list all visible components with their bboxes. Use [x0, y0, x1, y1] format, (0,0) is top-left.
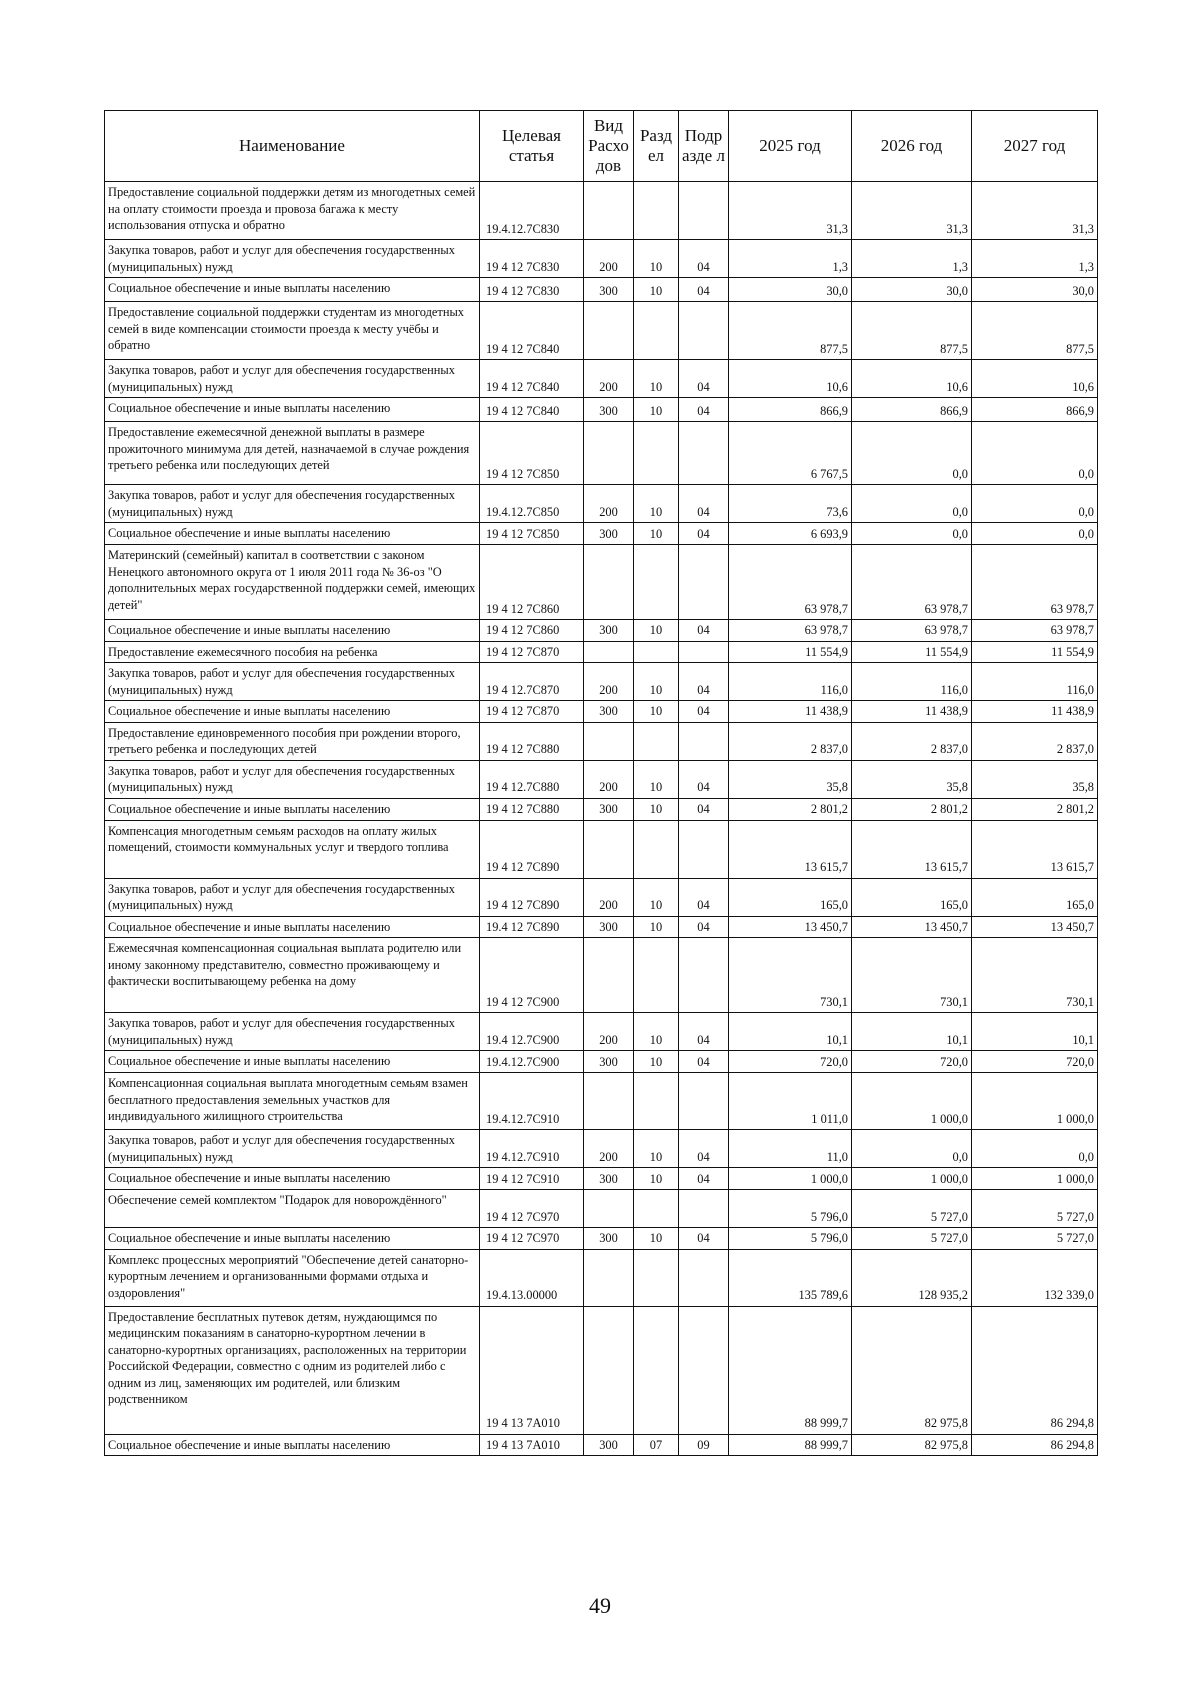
table-row: [105, 1073, 1098, 1130]
row-name: Закупка товаров, работ и услуг для обеспечения государственных (муниципальных) нужд: [105, 878, 480, 916]
row-amount-2027: 11 438,9: [972, 701, 1098, 723]
row-target-article: 19 4 12 7С860: [480, 545, 584, 620]
row-target-article: 19.4.12.7С910: [480, 1073, 584, 1130]
row-amount-2027: 2 801,2: [972, 798, 1098, 820]
header-subsection: Подр азде л: [679, 111, 729, 182]
page-number: 49: [589, 1593, 611, 1618]
header-year-2025: 2025 год: [729, 111, 852, 182]
row-amount-2027: 10,1: [972, 1013, 1098, 1051]
table-row: [105, 422, 1098, 485]
row-target-article: 19.4.13.00000: [480, 1249, 584, 1306]
row-name: Обеспечение семей комплектом "Подарок для новорождённого": [105, 1190, 480, 1228]
row-amount-2027: 35,8: [972, 760, 1098, 798]
row-name: Предоставление ежемесячного пособия на ребенка: [105, 641, 480, 663]
header-section: Разд ел: [634, 111, 679, 182]
row-target-article: 19 4 12 7С890: [480, 820, 584, 878]
row-amount-2026: 5 727,0: [852, 1190, 972, 1228]
row-target-article: 19 4 13 7А010: [480, 1306, 584, 1434]
table-row: [105, 485, 1098, 523]
row-section: [634, 545, 679, 620]
row-subsection: 04: [679, 798, 729, 820]
row-name: Ежемесячная компенсационная социальная выплата родителю или иному законному представителю, совместно проживающему и фактически воспитывающему ребенка на дому: [105, 938, 480, 1013]
row-target-article: 19.4.12.7С830: [480, 182, 584, 240]
row-amount-2027: 63 978,7: [972, 620, 1098, 642]
row-name: Социальное обеспечение и иные выплаты населению: [105, 916, 480, 938]
row-amount-2027: 5 727,0: [972, 1190, 1098, 1228]
row-amount-2026: 11 554,9: [852, 641, 972, 663]
row-amount-2027: 866,9: [972, 398, 1098, 422]
row-amount-2025: 11,0: [729, 1130, 852, 1168]
row-amount-2025: 5 796,0: [729, 1228, 852, 1250]
table-row: [105, 620, 1098, 642]
row-expense-type: [584, 302, 634, 360]
row-name: Социальное обеспечение и иные выплаты населению: [105, 1434, 480, 1456]
row-section: 10: [634, 878, 679, 916]
row-amount-2026: 0,0: [852, 422, 972, 485]
row-section: 10: [634, 360, 679, 398]
row-amount-2026: 128 935,2: [852, 1249, 972, 1306]
row-amount-2025: 1 011,0: [729, 1073, 852, 1130]
row-target-article: 19 4 12 7С970: [480, 1228, 584, 1250]
row-amount-2027: 86 294,8: [972, 1306, 1098, 1434]
table-row: [105, 820, 1098, 878]
row-amount-2025: 165,0: [729, 878, 852, 916]
row-target-article: 19 4 12 7С850: [480, 422, 584, 485]
row-amount-2025: 88 999,7: [729, 1306, 852, 1434]
row-section: 10: [634, 1228, 679, 1250]
row-subsection: [679, 422, 729, 485]
table-row: [105, 1168, 1098, 1190]
row-amount-2026: 82 975,8: [852, 1306, 972, 1434]
row-amount-2027: 0,0: [972, 485, 1098, 523]
row-amount-2027: 165,0: [972, 878, 1098, 916]
row-name: Социальное обеспечение и иные выплаты населению: [105, 1051, 480, 1073]
row-amount-2025: 63 978,7: [729, 620, 852, 642]
row-name: Предоставление единовременного пособия при рождении второго, третьего ребенка и последующих детей: [105, 722, 480, 760]
row-amount-2026: 10,1: [852, 1013, 972, 1051]
row-amount-2026: 63 978,7: [852, 620, 972, 642]
row-section: [634, 1073, 679, 1130]
table-row: [105, 545, 1098, 620]
row-amount-2027: 10,6: [972, 360, 1098, 398]
row-subsection: [679, 722, 729, 760]
row-expense-type: 200: [584, 360, 634, 398]
row-amount-2027: 116,0: [972, 663, 1098, 701]
row-amount-2025: 5 796,0: [729, 1190, 852, 1228]
row-amount-2025: 720,0: [729, 1051, 852, 1073]
row-name: Компенсационная социальная выплата многодетным семьям взамен бесплатного предоставления земельных участков для индивидуального жилищного строительства: [105, 1073, 480, 1130]
row-name: Закупка товаров, работ и услуг для обеспечения государственных (муниципальных) нужд: [105, 1130, 480, 1168]
row-amount-2025: 13 615,7: [729, 820, 852, 878]
row-name: Закупка товаров, работ и услуг для обеспечения государственных (муниципальных) нужд: [105, 1013, 480, 1051]
table-row: [105, 916, 1098, 938]
row-name: Закупка товаров, работ и услуг для обеспечения государственных (муниципальных) нужд: [105, 360, 480, 398]
row-expense-type: [584, 422, 634, 485]
row-target-article: 19.4.12.7С850: [480, 485, 584, 523]
row-amount-2026: 35,8: [852, 760, 972, 798]
row-amount-2027: 1 000,0: [972, 1168, 1098, 1190]
row-subsection: [679, 1073, 729, 1130]
row-section: 10: [634, 701, 679, 723]
row-name: Социальное обеспечение и иные выплаты населению: [105, 523, 480, 545]
row-target-article: 19 4 12 7С970: [480, 1190, 584, 1228]
row-subsection: 04: [679, 620, 729, 642]
row-amount-2025: 10,6: [729, 360, 852, 398]
row-expense-type: 300: [584, 1434, 634, 1456]
row-subsection: [679, 938, 729, 1013]
row-amount-2025: 31,3: [729, 182, 852, 240]
row-subsection: 09: [679, 1434, 729, 1456]
row-amount-2027: 877,5: [972, 302, 1098, 360]
row-amount-2025: 63 978,7: [729, 545, 852, 620]
table-row: [105, 182, 1098, 240]
table-row: [105, 398, 1098, 422]
row-amount-2025: 866,9: [729, 398, 852, 422]
row-section: 10: [634, 398, 679, 422]
row-section: [634, 1249, 679, 1306]
row-section: 07: [634, 1434, 679, 1456]
row-expense-type: 300: [584, 278, 634, 302]
row-expense-type: 200: [584, 878, 634, 916]
row-section: 10: [634, 620, 679, 642]
row-subsection: 04: [679, 1130, 729, 1168]
row-name: Социальное обеспечение и иные выплаты населению: [105, 798, 480, 820]
row-subsection: [679, 545, 729, 620]
row-amount-2025: 10,1: [729, 1013, 852, 1051]
row-expense-type: [584, 641, 634, 663]
row-target-article: 19 4.12.7С910: [480, 1130, 584, 1168]
table-row: [105, 1249, 1098, 1306]
row-name: Закупка товаров, работ и услуг для обеспечения государственных (муниципальных) нужд: [105, 485, 480, 523]
row-amount-2027: 11 554,9: [972, 641, 1098, 663]
table-row: [105, 1190, 1098, 1228]
row-expense-type: 300: [584, 398, 634, 422]
row-amount-2026: 116,0: [852, 663, 972, 701]
row-amount-2025: 30,0: [729, 278, 852, 302]
row-section: 10: [634, 1013, 679, 1051]
header-year-2026: 2026 год: [852, 111, 972, 182]
table-row: [105, 878, 1098, 916]
table-row: [105, 641, 1098, 663]
row-name: Предоставление бесплатных путевок детям, нуждающимся по медицинским показаниям в санаторно-курортном лечении в санаторно-курортных организациях, расположенных на территории Российской Федерации, совместно с одним из родителей либо с одним из лиц, заменяющих им родителей, или близким родственником: [105, 1306, 480, 1434]
row-name: Закупка товаров, работ и услуг для обеспечения государственных (муниципальных) нужд: [105, 240, 480, 278]
row-amount-2026: 5 727,0: [852, 1228, 972, 1250]
row-subsection: [679, 1306, 729, 1434]
row-amount-2026: 63 978,7: [852, 545, 972, 620]
row-name: Закупка товаров, работ и услуг для обеспечения государственных (муниципальных) нужд: [105, 760, 480, 798]
row-amount-2026: 720,0: [852, 1051, 972, 1073]
header-year-2027: 2027 год: [972, 111, 1098, 182]
header-target-article: Целевая статья: [480, 111, 584, 182]
row-section: [634, 1306, 679, 1434]
row-target-article: 19 4 12 7С830: [480, 278, 584, 302]
row-subsection: [679, 1190, 729, 1228]
table-row: [105, 1306, 1098, 1434]
table-row: [105, 1130, 1098, 1168]
row-section: 10: [634, 760, 679, 798]
row-amount-2027: 13 450,7: [972, 916, 1098, 938]
row-section: 10: [634, 1051, 679, 1073]
row-amount-2027: 31,3: [972, 182, 1098, 240]
row-name: Комплекс процессных мероприятий "Обеспечение детей санаторно-курортным лечением и организованными формами отдыха и оздоровления": [105, 1249, 480, 1306]
row-expense-type: 300: [584, 523, 634, 545]
row-amount-2025: 6 693,9: [729, 523, 852, 545]
row-amount-2026: 1 000,0: [852, 1168, 972, 1190]
row-expense-type: [584, 1073, 634, 1130]
row-amount-2025: 1,3: [729, 240, 852, 278]
row-subsection: 04: [679, 760, 729, 798]
row-amount-2026: 13 450,7: [852, 916, 972, 938]
row-amount-2026: 1 000,0: [852, 1073, 972, 1130]
row-target-article: 19 4 12 7С870: [480, 641, 584, 663]
row-section: 10: [634, 485, 679, 523]
row-amount-2026: 165,0: [852, 878, 972, 916]
row-subsection: [679, 182, 729, 240]
row-subsection: 04: [679, 1168, 729, 1190]
row-amount-2027: 13 615,7: [972, 820, 1098, 878]
table-row: [105, 701, 1098, 723]
row-subsection: 04: [679, 916, 729, 938]
row-amount-2025: 877,5: [729, 302, 852, 360]
row-section: [634, 820, 679, 878]
row-expense-type: 300: [584, 1228, 634, 1250]
row-expense-type: 200: [584, 485, 634, 523]
table-row: [105, 1434, 1098, 1456]
row-expense-type: 300: [584, 620, 634, 642]
row-target-article: 19 4 13 7А010: [480, 1434, 584, 1456]
row-amount-2025: 13 450,7: [729, 916, 852, 938]
row-name: Компенсация многодетным семьям расходов на оплату жилых помещений, стоимости коммунальных услуг и твердого топлива: [105, 820, 480, 878]
row-target-article: 19 4 12 7С830: [480, 240, 584, 278]
row-amount-2026: 2 801,2: [852, 798, 972, 820]
table-row: [105, 663, 1098, 701]
row-amount-2026: 31,3: [852, 182, 972, 240]
row-target-article: 19 4 12 7С870: [480, 701, 584, 723]
row-target-article: 19 4 12 7С860: [480, 620, 584, 642]
row-section: 10: [634, 798, 679, 820]
row-expense-type: [584, 1190, 634, 1228]
row-name: Предоставление социальной поддержки детям из многодетных семей на оплату стоимости проезда и провоза багажа к месту использования отпуска и обратно: [105, 182, 480, 240]
row-target-article: 19.4 12.7С900: [480, 1013, 584, 1051]
table-row: [105, 302, 1098, 360]
table-row: [105, 278, 1098, 302]
row-amount-2026: 1,3: [852, 240, 972, 278]
row-amount-2025: 116,0: [729, 663, 852, 701]
row-subsection: 04: [679, 485, 729, 523]
table-row: [105, 523, 1098, 545]
row-name: Социальное обеспечение и иные выплаты населению: [105, 1168, 480, 1190]
row-amount-2025: 6 767,5: [729, 422, 852, 485]
row-name: Предоставление ежемесячной денежной выплаты в размере прожиточного минимума для детей, назначаемой в случае рождения третьего ребенка или последующих детей: [105, 422, 480, 485]
row-amount-2027: 2 837,0: [972, 722, 1098, 760]
row-subsection: 04: [679, 663, 729, 701]
row-target-article: 19 4 12 7С880: [480, 722, 584, 760]
row-subsection: 04: [679, 240, 729, 278]
row-expense-type: 200: [584, 663, 634, 701]
row-subsection: 04: [679, 523, 729, 545]
row-amount-2026: 2 837,0: [852, 722, 972, 760]
row-target-article: 19 4 12 7С880: [480, 798, 584, 820]
row-target-article: 19 4 12 7С840: [480, 398, 584, 422]
row-name: Материнский (семейный) капитал в соответствии с законом Ненецкого автономного округа от 1 июля 2011 года № 36-оз "О дополнительных мерах государственной поддержки семей, имеющих детей": [105, 545, 480, 620]
row-amount-2027: 132 339,0: [972, 1249, 1098, 1306]
row-amount-2026: 10,6: [852, 360, 972, 398]
row-target-article: 19 4 12.7С880: [480, 760, 584, 798]
row-section: 10: [634, 663, 679, 701]
row-amount-2027: 720,0: [972, 1051, 1098, 1073]
table-header: [105, 111, 1098, 182]
row-amount-2025: 11 438,9: [729, 701, 852, 723]
row-expense-type: 200: [584, 1013, 634, 1051]
row-subsection: 04: [679, 1013, 729, 1051]
row-section: 10: [634, 1168, 679, 1190]
row-subsection: 04: [679, 398, 729, 422]
row-section: [634, 722, 679, 760]
row-target-article: 19 4 12.7С870: [480, 663, 584, 701]
row-amount-2026: 0,0: [852, 1130, 972, 1168]
row-subsection: [679, 302, 729, 360]
row-expense-type: 300: [584, 701, 634, 723]
table-row: [105, 798, 1098, 820]
row-expense-type: [584, 182, 634, 240]
row-subsection: 04: [679, 878, 729, 916]
row-expense-type: 300: [584, 1168, 634, 1190]
row-name: Социальное обеспечение и иные выплаты населению: [105, 701, 480, 723]
row-amount-2026: 0,0: [852, 485, 972, 523]
row-name: Социальное обеспечение и иные выплаты населению: [105, 278, 480, 302]
table-body: [105, 182, 1098, 1456]
table-row: [105, 1013, 1098, 1051]
row-amount-2025: 88 999,7: [729, 1434, 852, 1456]
row-amount-2027: 5 727,0: [972, 1228, 1098, 1250]
row-name: Закупка товаров, работ и услуг для обеспечения государственных (муниципальных) нужд: [105, 663, 480, 701]
row-section: [634, 182, 679, 240]
row-expense-type: 200: [584, 240, 634, 278]
row-subsection: [679, 641, 729, 663]
table-row: [105, 938, 1098, 1013]
row-expense-type: [584, 938, 634, 1013]
row-amount-2027: 86 294,8: [972, 1434, 1098, 1456]
row-amount-2027: 0,0: [972, 523, 1098, 545]
row-amount-2025: 35,8: [729, 760, 852, 798]
row-subsection: 04: [679, 701, 729, 723]
row-amount-2025: 730,1: [729, 938, 852, 1013]
row-amount-2026: 877,5: [852, 302, 972, 360]
table-row: [105, 760, 1098, 798]
table-row: [105, 1228, 1098, 1250]
row-target-article: 19 4 12 7С890: [480, 878, 584, 916]
table-row: [105, 722, 1098, 760]
row-section: [634, 938, 679, 1013]
row-expense-type: [584, 1306, 634, 1434]
row-amount-2026: 13 615,7: [852, 820, 972, 878]
row-section: 10: [634, 1130, 679, 1168]
row-amount-2026: 82 975,8: [852, 1434, 972, 1456]
row-amount-2026: 30,0: [852, 278, 972, 302]
row-name: Предоставление социальной поддержки студентам из многодетных семей в виде компенсации стоимости проезда к месту учёбы и обратно: [105, 302, 480, 360]
row-target-article: 19.4 12 7С890: [480, 916, 584, 938]
budget-table: [104, 110, 1098, 1456]
table-row: [105, 1051, 1098, 1073]
row-expense-type: 200: [584, 1130, 634, 1168]
row-subsection: 04: [679, 1228, 729, 1250]
row-expense-type: [584, 820, 634, 878]
row-name: Социальное обеспечение и иные выплаты населению: [105, 398, 480, 422]
row-amount-2027: 0,0: [972, 422, 1098, 485]
row-expense-type: 300: [584, 798, 634, 820]
row-subsection: [679, 1249, 729, 1306]
row-section: [634, 1190, 679, 1228]
row-amount-2027: 730,1: [972, 938, 1098, 1013]
table-row: [105, 360, 1098, 398]
row-target-article: 19 4 12 7С900: [480, 938, 584, 1013]
row-section: [634, 422, 679, 485]
row-amount-2025: 2 837,0: [729, 722, 852, 760]
row-section: 10: [634, 523, 679, 545]
row-amount-2027: 63 978,7: [972, 545, 1098, 620]
row-section: [634, 641, 679, 663]
table-row: [105, 240, 1098, 278]
row-name: Социальное обеспечение и иные выплаты населению: [105, 620, 480, 642]
row-subsection: 04: [679, 1051, 729, 1073]
row-amount-2027: 1,3: [972, 240, 1098, 278]
header-name: Наименование: [105, 111, 480, 182]
row-section: 10: [634, 240, 679, 278]
row-subsection: [679, 820, 729, 878]
row-target-article: 19 4 12 7С850: [480, 523, 584, 545]
row-section: 10: [634, 278, 679, 302]
row-expense-type: [584, 545, 634, 620]
row-amount-2027: 30,0: [972, 278, 1098, 302]
row-amount-2027: 1 000,0: [972, 1073, 1098, 1130]
row-section: 10: [634, 916, 679, 938]
row-amount-2026: 730,1: [852, 938, 972, 1013]
row-target-article: 19.4.12.7С900: [480, 1051, 584, 1073]
row-amount-2025: 135 789,6: [729, 1249, 852, 1306]
row-target-article: 19 4 12 7С910: [480, 1168, 584, 1190]
row-target-article: 19 4 12 7С840: [480, 302, 584, 360]
row-amount-2025: 2 801,2: [729, 798, 852, 820]
row-name: Социальное обеспечение и иные выплаты населению: [105, 1228, 480, 1250]
row-subsection: 04: [679, 278, 729, 302]
row-subsection: 04: [679, 360, 729, 398]
row-section: [634, 302, 679, 360]
row-amount-2026: 0,0: [852, 523, 972, 545]
row-amount-2026: 11 438,9: [852, 701, 972, 723]
row-expense-type: 300: [584, 1051, 634, 1073]
row-amount-2025: 11 554,9: [729, 641, 852, 663]
row-amount-2026: 866,9: [852, 398, 972, 422]
row-expense-type: 200: [584, 760, 634, 798]
header-expense-type: Вид Расхо дов: [584, 111, 634, 182]
row-amount-2025: 1 000,0: [729, 1168, 852, 1190]
row-amount-2025: 73,6: [729, 485, 852, 523]
row-amount-2027: 0,0: [972, 1130, 1098, 1168]
row-expense-type: [584, 722, 634, 760]
row-expense-type: [584, 1249, 634, 1306]
row-expense-type: 300: [584, 916, 634, 938]
row-target-article: 19 4 12 7С840: [480, 360, 584, 398]
